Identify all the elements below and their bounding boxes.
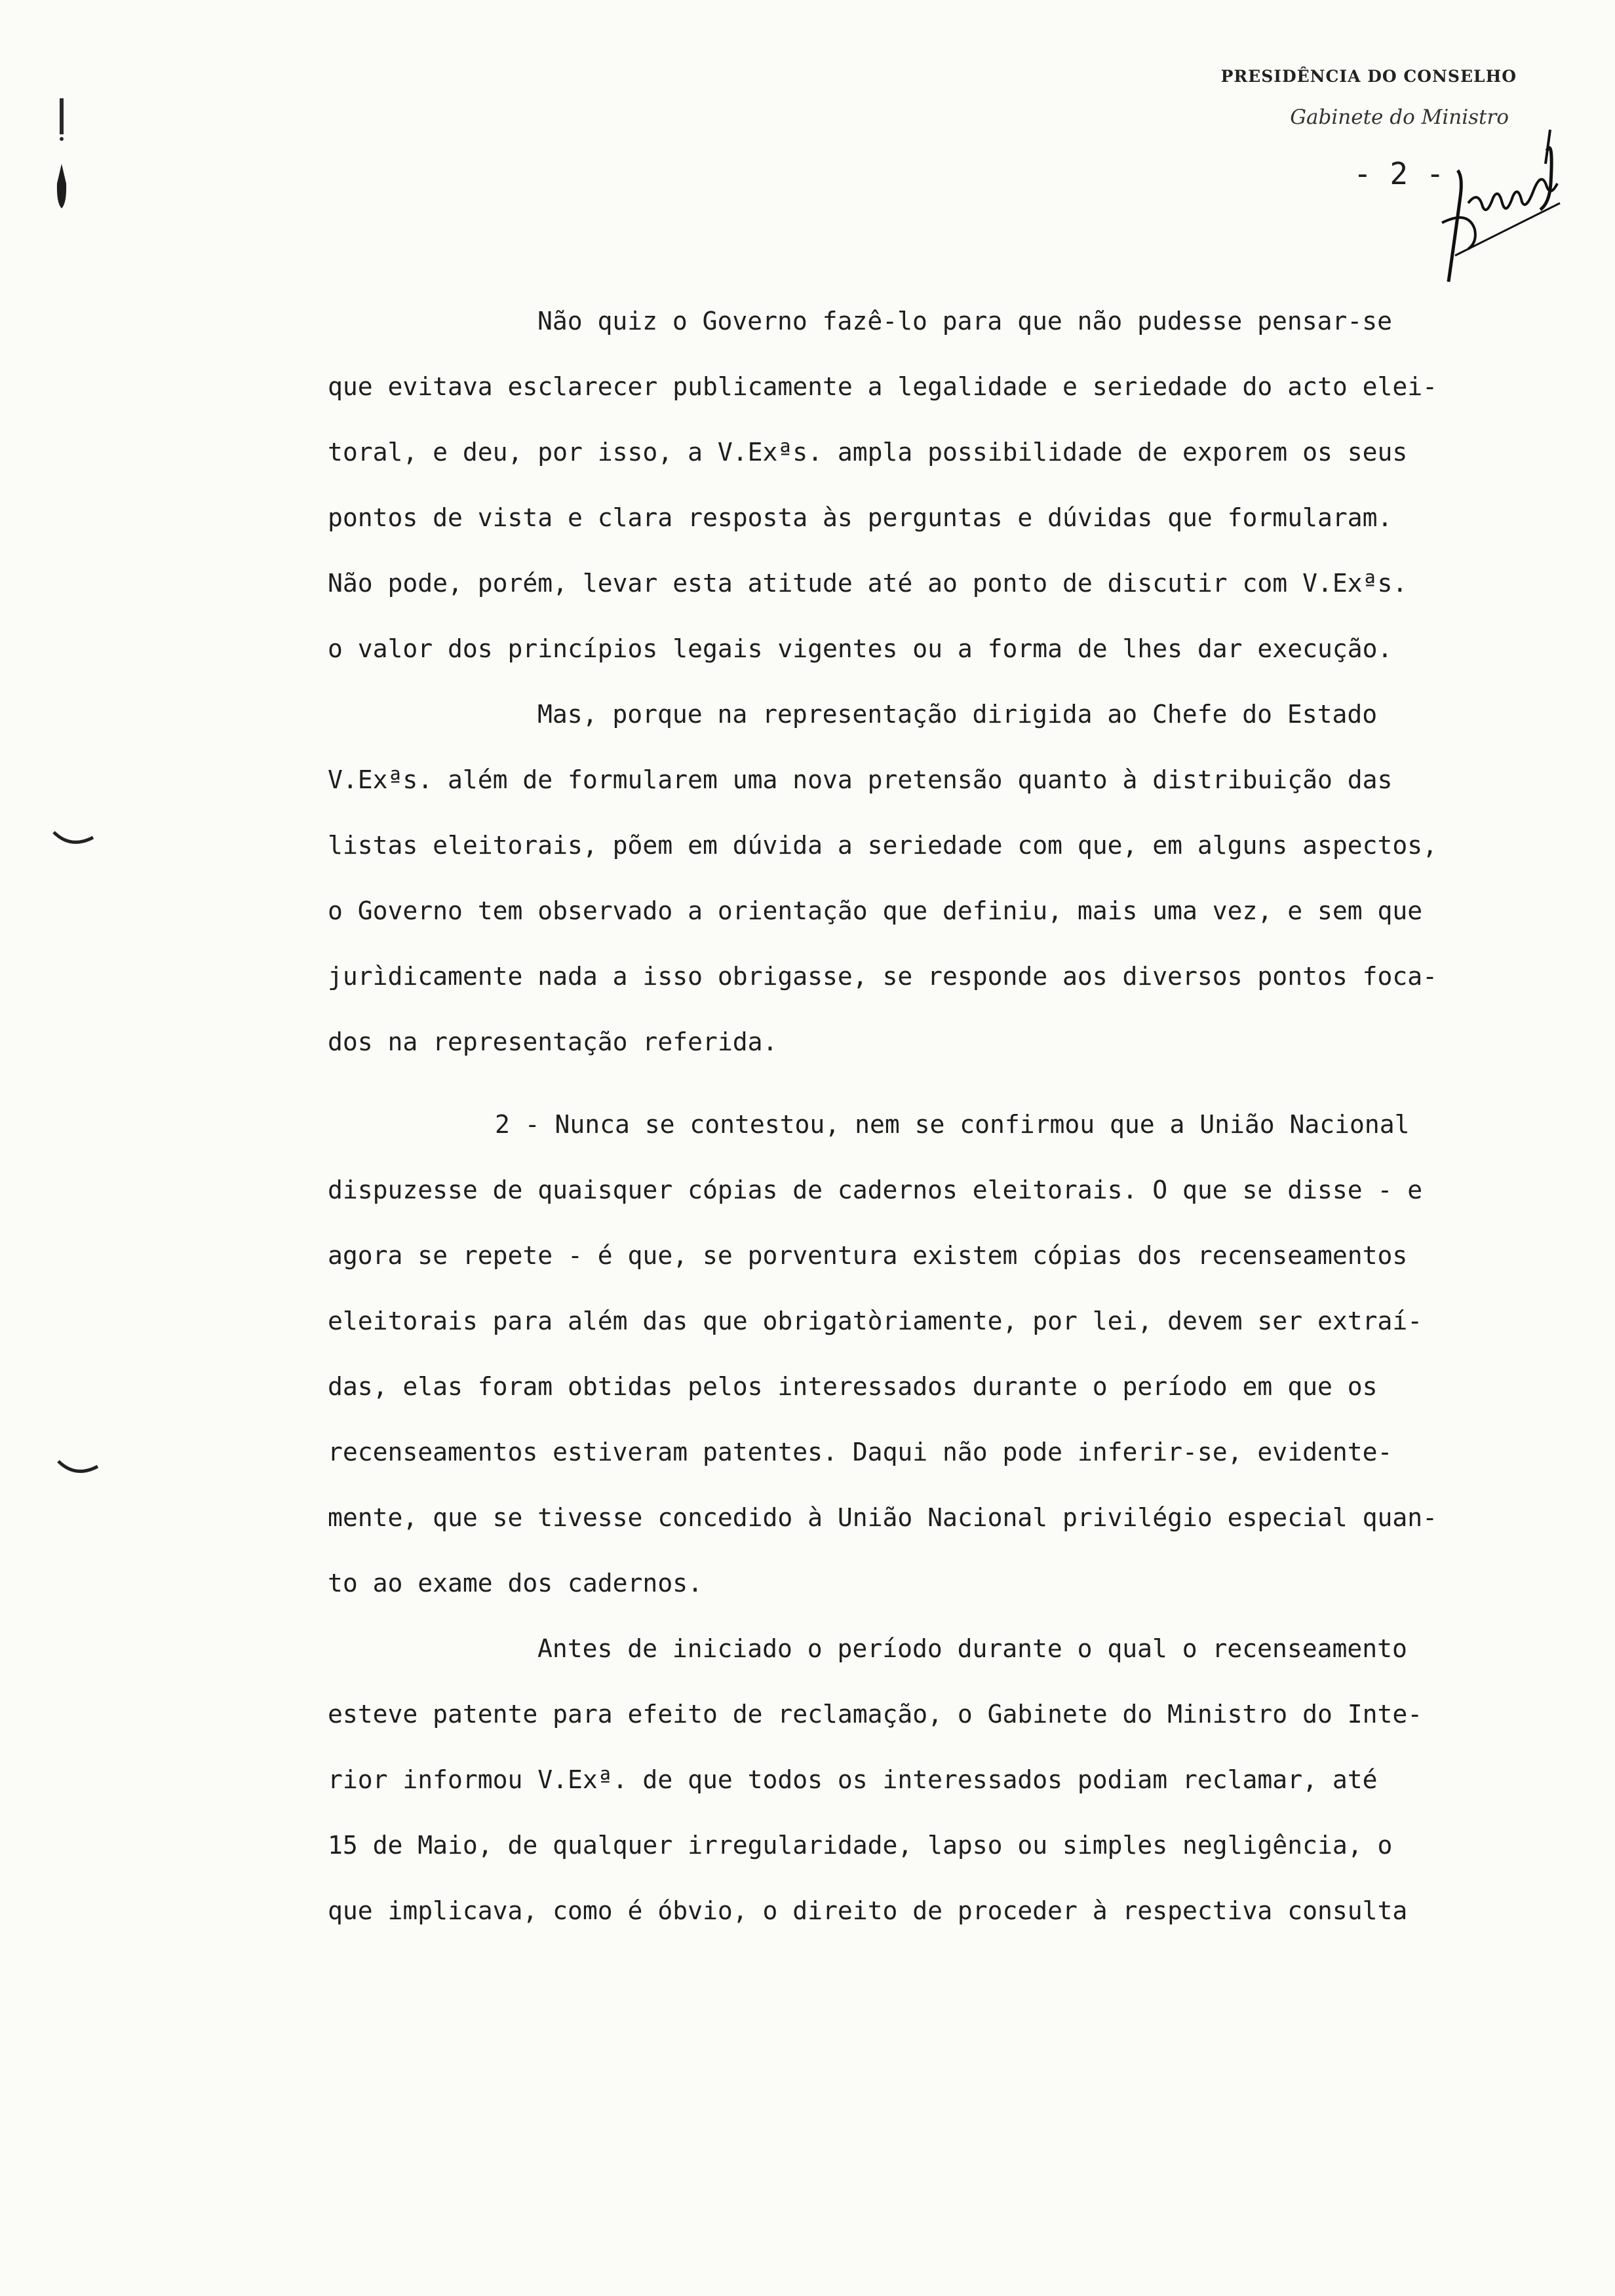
paragraph — [328, 288, 1547, 681]
page-number: - 2 - — [1353, 156, 1445, 191]
text-line: agora se repete - é que, se porventura existem cópias dos recenseamentos — [328, 1241, 1408, 1270]
letterhead-institution: PRESIDÊNCIA DO CONSELHO — [1220, 67, 1517, 86]
text-line: que implicava, como é óbvio, o direito de proceder à respectiva consulta — [328, 1896, 1408, 1925]
letter-body — [328, 288, 1547, 1943]
paragraph-spacer — [328, 1075, 1547, 1092]
letterhead — [1110, 67, 1517, 129]
text-line: Não quiz o Governo fazê-lo para que não pudesse pensar-se — [537, 307, 1393, 335]
text-line: que evitava esclarecer publicamente a legalidade e seriedade do acto elei- — [328, 372, 1437, 401]
paragraph — [328, 1092, 1547, 1616]
margin-fold-mark-icon — [51, 827, 97, 853]
margin-punch-mark-icon — [52, 98, 72, 223]
margin-fold-mark-icon — [56, 1456, 102, 1482]
text-line: dos na representação referida. — [328, 1027, 778, 1056]
text-line: Mas, porque na representação dirigida ao Chefe do Estado — [537, 700, 1378, 729]
paragraph — [328, 1616, 1547, 1943]
text-line: Não pode, porém, levar esta atitude até ao ponto de discutir com V.Exªs. — [328, 569, 1408, 598]
text-line: pontos de vista e clara resposta às perguntas e dúvidas que formularam. — [328, 503, 1393, 532]
paragraph — [328, 681, 1547, 1075]
text-line: dispuzesse de quaisquer cópias de cadernos eleitorais. O que se disse - e — [328, 1176, 1423, 1204]
text-line: listas eleitorais, põem em dúvida a seriedade com que, em alguns aspectos, — [328, 831, 1437, 860]
letterhead-office: Gabinete do Ministro — [1290, 105, 1509, 129]
text-line: jurìdicamente nada a isso obrigasse, se responde aos diversos pontos foca- — [328, 962, 1437, 991]
text-line: to ao exame dos cadernos. — [328, 1569, 703, 1598]
text-line: o Governo tem observado a orientação que definiu, mais uma vez, e sem que — [328, 896, 1423, 925]
text-line: Antes de iniciado o período durante o qual o recenseamento — [537, 1634, 1407, 1663]
text-line: 15 de Maio, de qualquer irregularidade, lapso ou simples negligência, o — [328, 1831, 1393, 1860]
text-line: rior informou V.Exª. de que todos os interessados podiam reclamar, até — [328, 1765, 1378, 1794]
text-line: eleitorais para além das que obrigatòriamente, por lei, devem ser extraí- — [328, 1307, 1423, 1335]
text-line: toral, e deu, por isso, a V.Exªs. ampla possibilidade de exporem os seus — [328, 438, 1408, 467]
text-line: V.Exªs. além de formularem uma nova pretensão quanto à distribuição das — [328, 765, 1393, 794]
text-line: das, elas foram obtidas pelos interessados durante o período em que os — [328, 1372, 1378, 1401]
text-line: esteve patente para efeito de reclamação, o Gabinete do Ministro do Inte- — [328, 1700, 1423, 1729]
text-line: o valor dos princípios legais vigentes ou a forma de lhes dar execução. — [328, 634, 1393, 663]
handwritten-signature-icon — [1429, 124, 1573, 288]
text-line: recenseamentos estiveram patentes. Daqui não pode inferir-se, evidente- — [328, 1438, 1393, 1466]
text-line: 2 - Nunca se contestou, nem se confirmou que a União Nacional — [495, 1110, 1410, 1139]
text-line: mente, que se tivesse concedido à União Nacional privilégio especial quan- — [328, 1503, 1437, 1532]
